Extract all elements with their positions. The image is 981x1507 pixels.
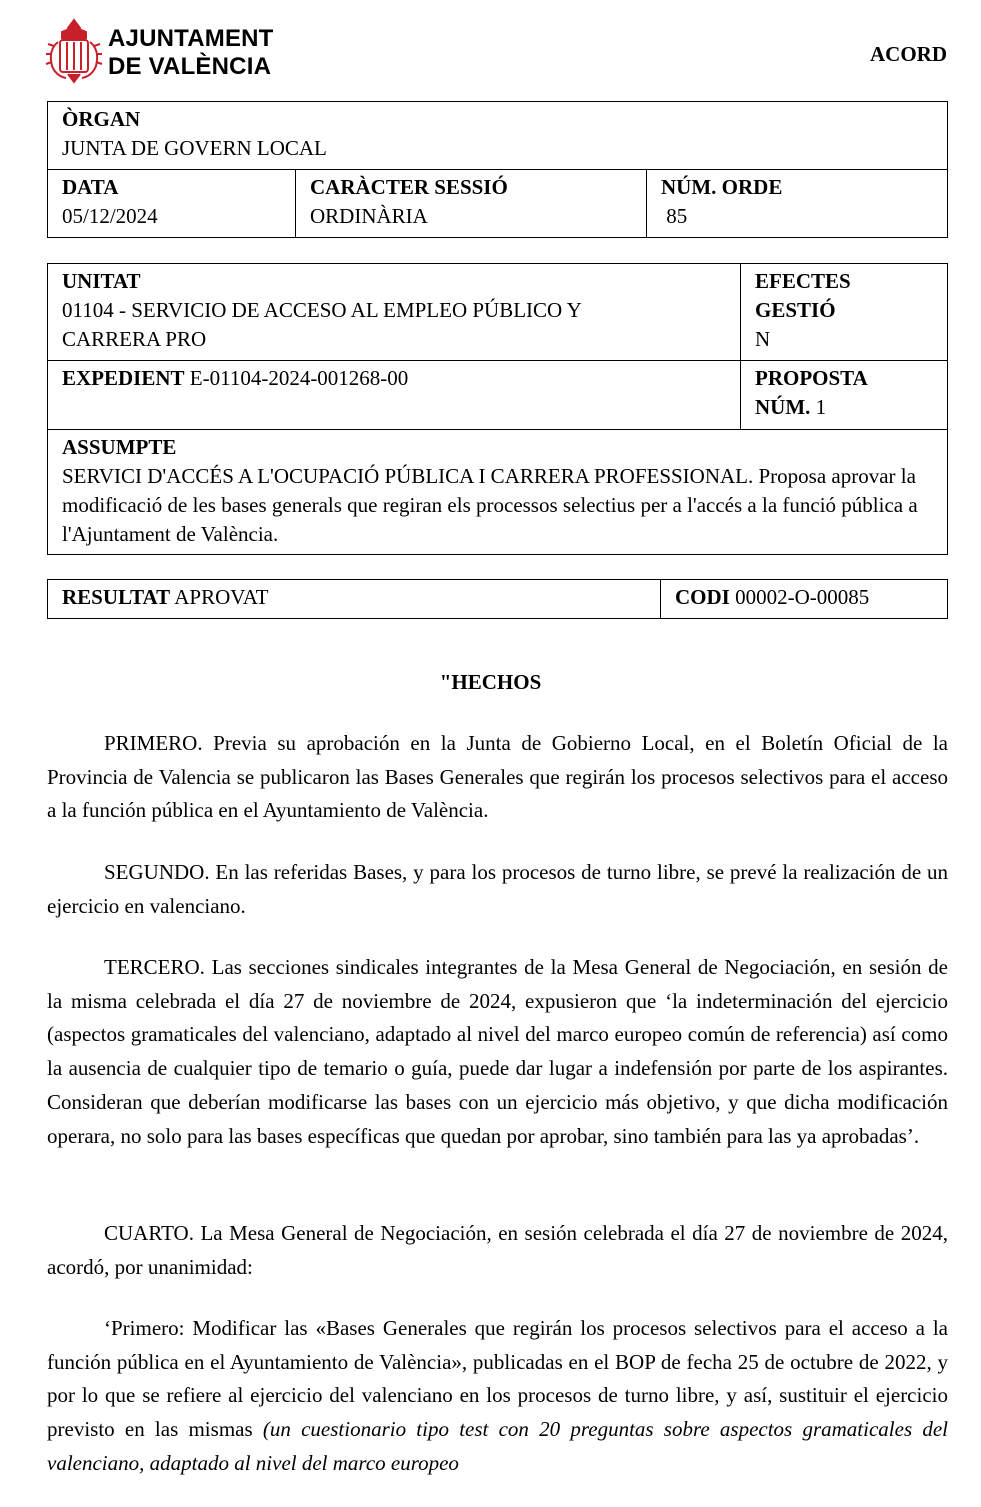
proposta-label-line2: NÚM.: [755, 395, 811, 419]
paragraph-primero: PRIMERO. Previa su aprobación en la Junta de Gobierno Local, en el Boletín Oficial de la Provincia de Valencia se publicaron las Bases Generales que regirán los procesos selectivos para el acceso a la función pública en el Ayuntamiento de València.: [47, 731, 948, 823]
quote-text: ‘Primero: Modificar las «Bases Generales que regirán los procesos selectivos para el acceso a la función pública en el Ayuntamiento de València», publicadas en el BOP de fecha 25 de octubre de 2022, y por lo que se refiere al ejercicio del valenciano en los procesos de turno libre, y así, sustituir el ejercicio previsto en las mismas: [47, 1316, 948, 1442]
data-value: 05/12/2024: [62, 204, 158, 228]
paragraph-cuarto: CUARTO. La Mesa General de Negociación, en sesión celebrada el día 27 de noviembre de 2024, acordó, por unanimidad:: [47, 1221, 948, 1279]
proposta-value: 1: [815, 395, 827, 419]
unitat-value-line2: CARRERA PRO: [62, 327, 207, 351]
num-orde-cell: [647, 170, 948, 238]
resultat-cell: [48, 580, 661, 619]
caracter-cell: [296, 170, 647, 238]
assumpte-cell: [48, 430, 948, 555]
expedient-value: E-01104-2024-001268-00: [189, 366, 409, 390]
assumpte-label: ASSUMPTE: [62, 435, 177, 459]
assumpte-value: SERVICI D'ACCÉS A L'OCUPACIÓ PÚBLICA I CARRERA PROFESSIONAL. Proposa aprovar la modificació de les bases generals que regiran els processos selectius per a l'accés a la funció pública a l'Ajuntament de València.: [62, 464, 918, 546]
expedient-label: EXPEDIENT: [62, 366, 185, 390]
num-orde-label: NÚM. ORDE: [661, 175, 783, 199]
resultat-value: APROVAT: [174, 585, 269, 609]
quote-italic-text: (un cuestionario tipo test con 20 preguntas sobre aspectos gramaticales del valenciano, adaptado al nivel del marco europeo: [47, 1417, 948, 1475]
data-cell: [48, 170, 296, 238]
efectes-label-line1: EFECTES: [755, 269, 851, 293]
organ-cell: [48, 102, 948, 170]
organ-value: JUNTA DE GOVERN LOCAL: [62, 136, 327, 160]
efectes-value: N: [755, 327, 771, 351]
brand-line-2: DE VALÈNCIA: [108, 53, 272, 80]
caracter-label: CARÀCTER SESSIÓ: [310, 175, 508, 199]
document-type: ACORD: [870, 42, 947, 66]
codi-value: 00002-O-00085: [735, 585, 870, 609]
resultat-table: [47, 579, 948, 619]
codi-cell: [661, 580, 948, 619]
num-orde-value: 85: [666, 204, 688, 228]
unitat-table: [47, 263, 948, 555]
paragraph-quote: [47, 1312, 948, 1481]
expedient-cell: [48, 361, 741, 430]
organ-label: ÒRGAN: [62, 107, 141, 131]
coat-of-arms-icon: [44, 16, 104, 86]
paragraph-tercero: TERCERO. Las secciones sindicales integrantes de la Mesa General de Negociación, en sesión de la misma celebrada el día 27 de noviembre de 2024, expusieron que ‘la indeterminación del ejercicio (aspectos gramaticales del valenciano, adaptado al nivel del marco europeo común de referencia) así como la ausencia de cualquier tipo de temario o guía, puede dar lugar a indefensión por parte de los aspirantes. Consideran que deberían modificarse las bases con un ejercicio más objetivo, y que dicha modificación operara, no solo para las bases específicas que quedan por aprobar, sino también para las ya aprobadas’.: [47, 955, 948, 1148]
section-heading: "HECHOS: [439, 670, 542, 694]
unitat-cell: [48, 264, 741, 361]
caracter-value: ORDINÀRIA: [310, 204, 428, 228]
brand-line-1: AJUNTAMENT: [108, 25, 274, 52]
efectes-label-line2: GESTIÓ: [755, 298, 836, 322]
data-label: DATA: [62, 175, 119, 199]
proposta-cell: [741, 361, 948, 430]
codi-label: CODI: [675, 585, 730, 609]
unitat-value-line1: 01104 - SERVICIO DE ACCESO AL EMPLEO PÚBLICO Y: [62, 298, 582, 322]
efectes-cell: [741, 264, 948, 361]
resultat-label: RESULTAT: [62, 585, 171, 609]
unitat-label: UNITAT: [62, 269, 141, 293]
paragraph-segundo: SEGUNDO. En las referidas Bases, y para los procesos de turno libre, se prevé la realización de un ejercicio en valenciano.: [47, 860, 948, 918]
organ-table: [47, 101, 948, 238]
proposta-label-line1: PROPOSTA: [755, 366, 868, 390]
